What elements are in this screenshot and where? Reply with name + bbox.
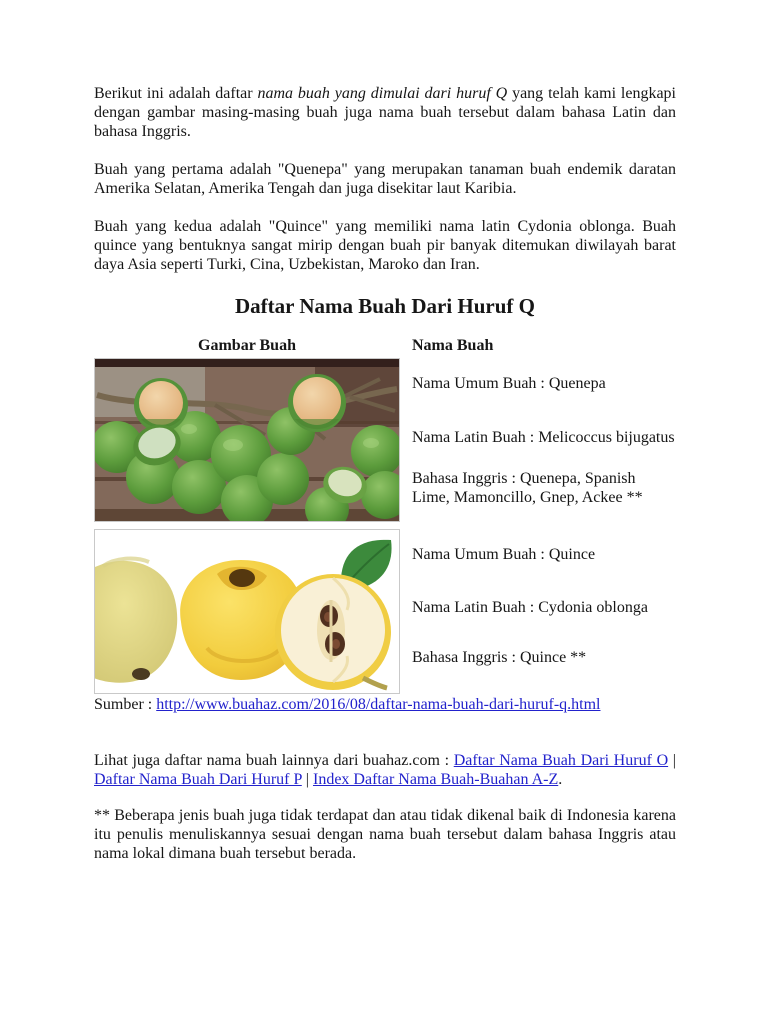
intro-p1-text-post: yang telah kami lengkapi dengan gambar masing-masing buah juga nama buah tersebut dalam bahasa Latin dan bahasa Inggris.: [94, 85, 677, 140]
intro-paragraph-1: [94, 84, 676, 141]
quince-latin-name: Nama Latin Buah : Cydonia oblonga: [412, 599, 648, 616]
see-also-period: .: [558, 771, 563, 788]
quenepa-photo: [94, 358, 400, 522]
see-also-separator-1: |: [668, 752, 677, 769]
source-url-link[interactable]: http://www.buahaz.com/2016/08/daftar-nama-buah-dari-huruf-q.html: [156, 696, 601, 713]
see-also-text: Lihat juga daftar nama buah lainnya dari buahaz.com :: [94, 752, 454, 769]
quince-photo: [94, 529, 400, 694]
quince-common-name: Nama Umum Buah : Quince: [412, 546, 596, 563]
quenepa-latin-name: Nama Latin Buah : Melicoccus bijugatus: [412, 429, 675, 446]
see-also-separator-2: |: [301, 771, 313, 788]
quenepa-photo-drawing: [95, 359, 399, 521]
table-header-row: [94, 337, 676, 355]
quince-english-name: Bahasa Inggris : Quince **: [412, 649, 587, 666]
document-page: [94, 0, 676, 1024]
footnote-paragraph: ** Beberapa jenis buah juga tidak terdapat dan atau tidak dikenal baik di Indonesia karena itu penulis menuliskannya sesuai dengan nama buah tersebut dalam bahasa Inggris atau nama lokal dimana buah tersebut berada.: [94, 807, 676, 862]
source-line: [94, 695, 676, 714]
column-header-gambar-buah: Gambar Buah: [198, 337, 296, 354]
intro-paragraph-2: Buah yang pertama adalah "Quenepa" yang merupakan tanaman buah endemik daratan Amerika Selatan, Amerika Tengah dan juga disekitar laut Karibia.: [94, 161, 676, 197]
link-index-buah-az[interactable]: Index Daftar Nama Buah-Buahan A-Z: [312, 771, 559, 788]
page-title: Daftar Nama Buah Dari Huruf Q: [234, 294, 536, 318]
quince-photo-drawing: [95, 530, 399, 693]
see-also-paragraph: [94, 751, 676, 789]
link-daftar-huruf-o[interactable]: Daftar Nama Buah Dari Huruf O: [453, 752, 669, 769]
intro-p1-text-pre: Berikut ini adalah daftar: [94, 85, 258, 102]
intro-p1-italic-phrase: nama buah yang dimulai dari huruf Q: [257, 85, 508, 102]
source-label: Sumber :: [94, 696, 157, 713]
quenepa-english-name: Bahasa Inggris : Quenepa, Spanish Lime, Mamoncillo, Gnep, Ackee **: [412, 470, 643, 506]
intro-paragraph-3: Buah yang kedua adalah "Quince" yang memiliki nama latin Cydonia oblonga. Buah quince yang bentuknya sangat mirip dengan buah pir banyak ditemukan diwilayah barat daya Asia seperti Turki, Cina, Uzbekistan, Maroko dan Iran.: [94, 218, 676, 273]
link-daftar-huruf-p[interactable]: Daftar Nama Buah Dari Huruf P: [94, 771, 302, 788]
column-header-nama-buah: Nama Buah: [412, 337, 494, 354]
quenepa-common-name: Nama Umum Buah : Quenepa: [412, 375, 606, 392]
